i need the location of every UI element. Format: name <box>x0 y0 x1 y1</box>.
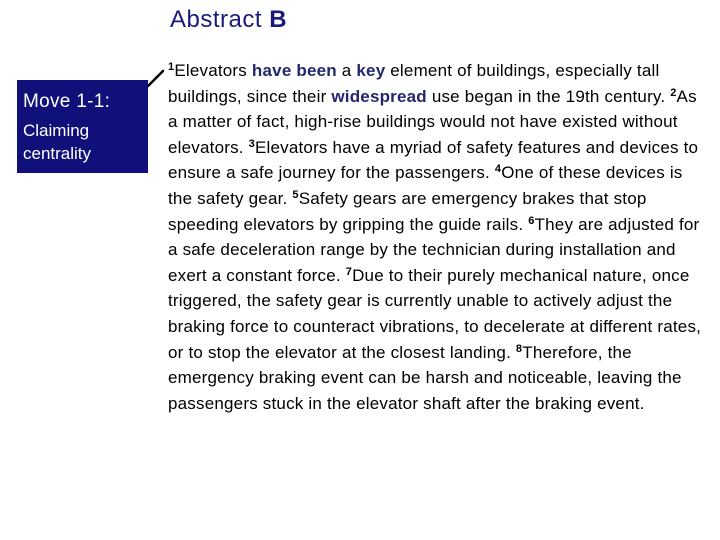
sentence-number: 2 <box>670 86 677 99</box>
sentence-1-part: a <box>336 61 357 80</box>
move-label: Move 1-1: <box>23 91 111 112</box>
sentence-number: 6 <box>528 214 535 227</box>
sentence-number: 4 <box>494 163 502 176</box>
highlight-key: key <box>356 61 386 80</box>
sentence-number: 8 <box>515 342 523 355</box>
sentence-3: Elevators have a myriad of safety features and devices to ensure a safe journey for the passengers. <box>168 137 699 183</box>
sentence-1-part: element of buildings, especially tall buildings, since their <box>168 61 660 106</box>
sentence-number: 5 <box>292 188 299 201</box>
sentence-number: 7 <box>345 265 353 278</box>
sentence-4: One of these devices is the safety gear. <box>168 163 683 208</box>
sentence-1-part: use began in the 19th century. <box>426 86 671 106</box>
sentence-7: Due to their purely mechanical nature, once triggered, the safety gear is currently unable to actively adjust the braking force to counteract vibrations, to decelerate at different rates, or to stop the elevator at the closest landing. <box>168 265 702 362</box>
sentence-number: 1 <box>168 61 175 73</box>
move-description: Claiming centrality <box>23 121 92 163</box>
sentence-8: Therefore, the emergency braking event can be harsh and noticeable, leaving the passengers stuck in the elevator shaft after the braking event. <box>168 342 682 413</box>
page-title <box>170 6 287 34</box>
sentence-number: 3 <box>248 137 255 150</box>
title-text: Abstract <box>170 6 263 33</box>
sentence-2: As a matter of fact, high-rise buildings would not have existed without elevators. <box>168 86 697 157</box>
abstract-text <box>168 58 708 416</box>
highlight-have-been: have been <box>251 61 337 80</box>
sentence-1-part: Elevators <box>174 61 252 80</box>
sentence-5: Safety gears are emergency brakes that stop speeding elevators by gripping the guide rails. <box>168 188 647 234</box>
sentence-6: They are adjusted for a safe deceleration range by the technician during installation and exert a constant force. <box>168 214 700 285</box>
highlight-widespread: widespread <box>331 86 427 106</box>
title-letter: B <box>269 6 288 33</box>
move-box <box>17 80 148 173</box>
